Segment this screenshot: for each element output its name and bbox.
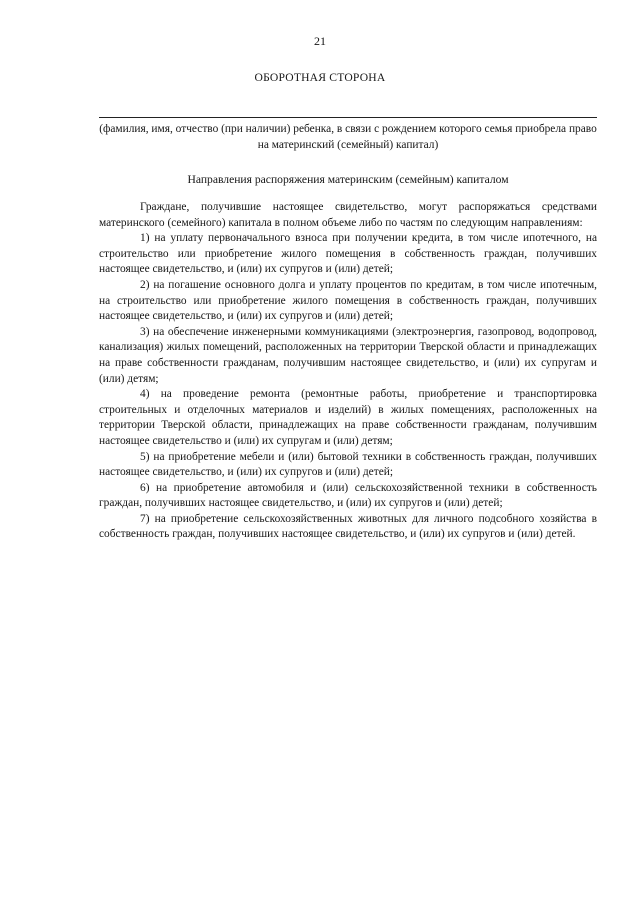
direction-item-7: 7) на приобретение сельскохозяйственных животных для личного подсобного хозяйства в собственность граждан, получивших настоящее свидетельство, и (или) их супругов и (или) детей. [99, 512, 597, 541]
direction-item-6: 6) на приобретение автомобиля и (или) сельскохозяйственной техники в собственность граждан, получивших настоящее свидетельство, и (или) их супругов и (или) детей; [99, 481, 597, 510]
direction-item-4: 4) на проведение ремонта (ремонтные работы, приобретение и транспортировка строительных и отделочных материалов и изделий) в жилых помещениях, расположенных на территории Тверской области, принадлежащих на праве собственности гражданам, получившим настоящее свидетельство и (или) их супругам и (или) детям; [99, 388, 597, 447]
section-title: Направления распоряжения материнским (семейным) капиталом [187, 173, 509, 186]
intro-paragraph: Граждане, получившие настоящее свидетельство, могут распоряжаться средствами материнского (семейного) капитала в полном объеме либо по частям по следующим направлениям: [99, 201, 597, 229]
side-title: ОБОРОТНАЯ СТОРОНА [254, 71, 386, 84]
direction-item-5: 5) на приобретение мебели и (или) бытовой техники в собственность граждан, получивших настоящее свидетельство, и (или) их супругов и (или) детей; [99, 450, 597, 479]
child-name-fill-line [99, 117, 597, 118]
direction-item-2: 2) на погашение основного долга и уплату процентов по кредитам, в том числе ипотечным, на строительство или приобретение жилого помещения в собственность граждан, получивших настоящее свидетельство, и (или) их супругов и (или) детей; [99, 278, 597, 323]
direction-item-1: 1) на уплату первоначального взноса при получении кредита, в том числе ипотечного, на строительство или приобретение жилого помещения в собственность граждан, получивших настоящее свидетельство, и (или) их супругов и (или) детей; [99, 232, 597, 276]
child-name-caption: (фамилия, имя, отчество (при наличии) ребенка, в связи с рождением которого семья приобрела право на материнский (семейный) капитал) [99, 123, 597, 151]
page-number: 21 [314, 34, 326, 48]
directions-body [99, 200, 597, 543]
direction-item-3: 3) на обеспечение инженерными коммуникациями (электроэнергия, газопровод, водопровод, канализация) жилых помещений, расположенных на территории Тверской области и принадлежащих на праве собственности гражданам, получившим настоящее свидетельство, и (или) их супругам и (или) детям; [99, 325, 597, 385]
